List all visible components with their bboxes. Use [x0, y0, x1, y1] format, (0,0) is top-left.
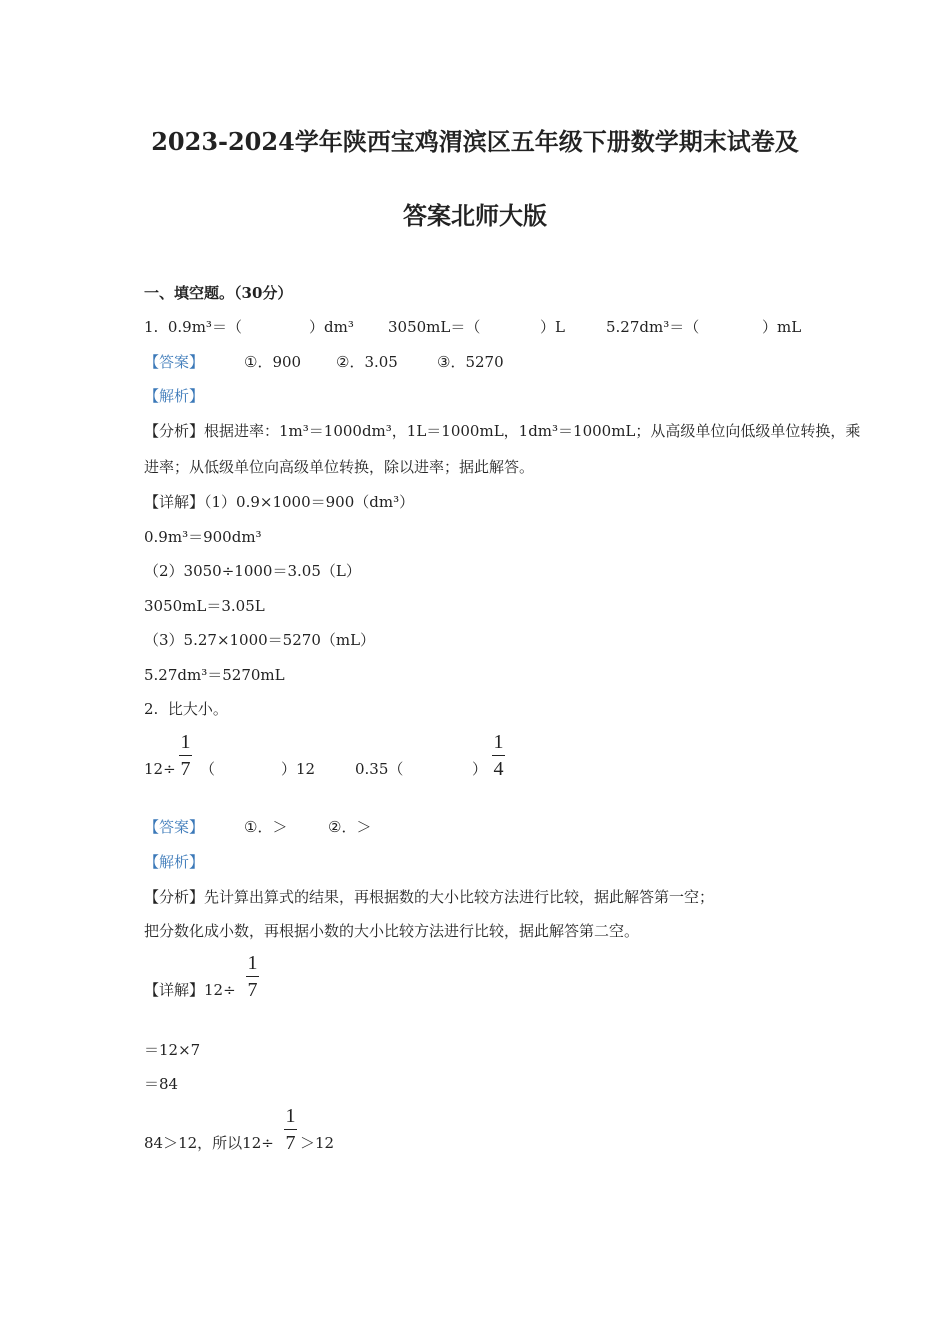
conclusion-suffix: ＞12 [300, 1134, 335, 1152]
document-title-line1: 2023-2024学年陕西宝鸡渭滨区五年级下册数学期末试卷及 [151, 127, 799, 156]
detail-step: ＝12×7 [144, 1041, 201, 1059]
numerator: 1 [180, 731, 191, 753]
q2-expr1: 12÷ [144, 760, 176, 778]
detail-line: 【详解】12÷ [144, 981, 236, 999]
denominator: 7 [285, 1132, 296, 1154]
analysis-label: 【解析】 [144, 853, 205, 871]
answer-label: 【答案】 [144, 353, 205, 371]
detail-line: 3050mL＝3.05L [144, 597, 265, 615]
paren: （ [200, 760, 216, 778]
analysis-text: 进率；从低级单位向高级单位转换，除以进率；据此解答。 [144, 458, 535, 476]
paren: ） [472, 760, 488, 778]
detail-line: 【详解】（1）0.9×1000＝900（dm³） [144, 493, 415, 511]
detail-line: （2）3050÷1000＝3.05（L） [144, 562, 361, 580]
q2-expr2: 0.35（ [355, 760, 404, 778]
analysis-label: 【解析】 [144, 387, 205, 405]
paren: ）12 [281, 760, 316, 778]
analysis-text: 【分析】先计算出算式的结果，再根据数的大小比较方法进行比较，据此解答第一空； [144, 888, 715, 906]
numerator: 1 [493, 731, 504, 753]
answer-value: ①．900 [244, 353, 302, 371]
fraction [246, 952, 259, 1001]
q1-part: 3050mL＝（ [388, 318, 481, 336]
answer-value: ③．5270 [437, 353, 504, 371]
answer-value: ①．＞ [244, 818, 288, 836]
answer-value: ②．3.05 [336, 353, 398, 371]
fraction [179, 731, 192, 780]
analysis-text: 【分析】根据进率：1m³＝1000dm³，1L＝1000mL，1dm³＝1000mL；从高级单位向低级单位转换，乘 [144, 422, 861, 440]
analysis-text: 把分数化成小数，再根据小数的大小比较方法进行比较，据此解答第二空。 [144, 922, 640, 940]
denominator: 4 [493, 758, 504, 780]
denominator: 7 [180, 758, 191, 780]
answer-label: 【答案】 [144, 818, 205, 836]
detail-line: 5.27dm³＝5270mL [144, 666, 285, 684]
detail-line: （3）5.27×1000＝5270（mL） [144, 631, 376, 649]
q2-stem: 2. 比大小。 [144, 700, 228, 718]
document-title-line2: 答案北师大版 [403, 201, 547, 230]
answer-value: ②．＞ [328, 818, 372, 836]
q1-part: ）L [540, 318, 565, 336]
fraction [492, 731, 505, 780]
detail-line: 0.9m³＝900dm³ [144, 528, 262, 546]
q1-part: 1. 0.9m³＝（ [144, 318, 242, 336]
conclusion: 84＞12，所以12÷ [144, 1134, 274, 1152]
q1-part: ）mL [762, 318, 802, 336]
fraction [284, 1105, 297, 1154]
q1-part: ）dm³ [309, 318, 354, 336]
section-heading: 一、填空题。（30分） [144, 284, 293, 302]
numerator: 1 [285, 1105, 296, 1127]
numerator: 1 [247, 952, 258, 974]
denominator: 7 [247, 979, 258, 1001]
detail-step: ＝84 [144, 1075, 179, 1093]
q1-part: 5.27dm³＝（ [606, 318, 700, 336]
